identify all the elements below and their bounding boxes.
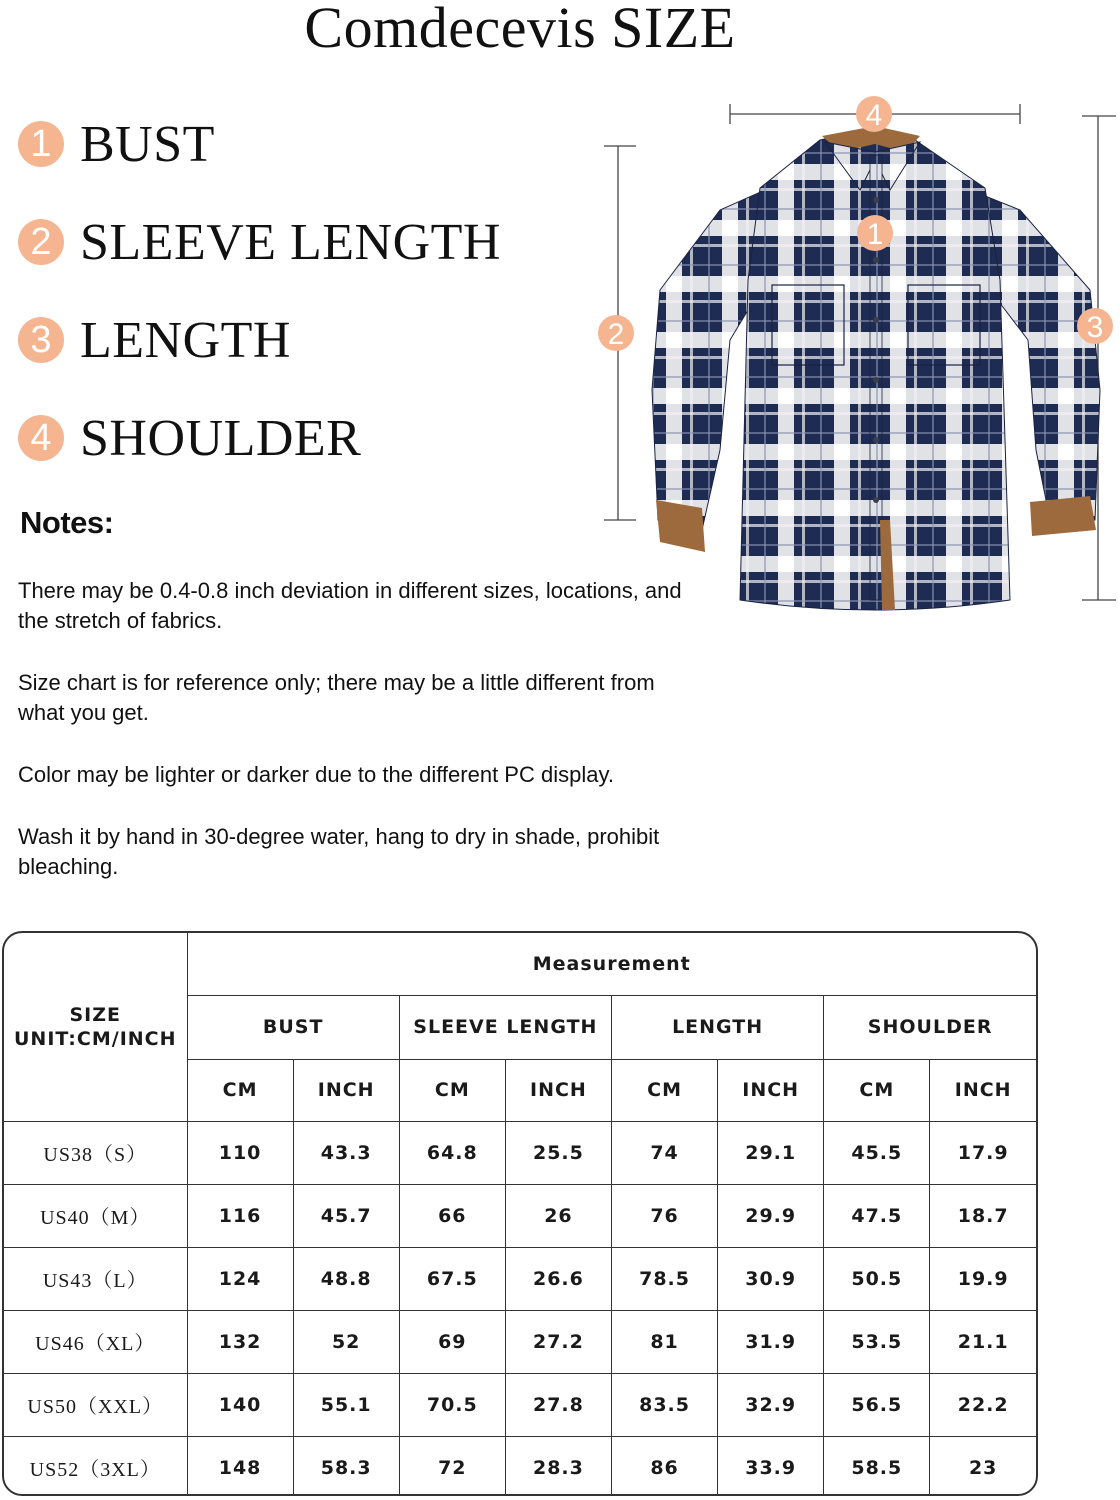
svg-text:1: 1: [866, 218, 884, 251]
value-cell: 23: [930, 1436, 1036, 1496]
legend-number-badge: 4: [18, 415, 64, 461]
unit-header-label: UNIT:CM/INCH: [13, 1027, 177, 1050]
unit-header-cm: CM: [399, 1059, 505, 1121]
value-cell: 72: [399, 1436, 505, 1496]
measurement-legend: [18, 115, 501, 467]
size-cell: US43（L）: [4, 1247, 187, 1310]
value-cell: 52: [293, 1310, 399, 1373]
left-pocket: [772, 285, 844, 365]
marker-bust: [857, 215, 893, 251]
notes-heading: Notes:: [20, 505, 114, 540]
note-item: Size chart is for reference only; there may be a little different from what you get.: [18, 670, 655, 725]
column-header-sleeve-length: SLEEVE LENGTH: [399, 995, 611, 1059]
value-cell: 140: [187, 1373, 293, 1436]
value-cell: 29.1: [718, 1121, 824, 1184]
value-cell: 32.9: [718, 1373, 824, 1436]
svg-text:4: 4: [865, 99, 883, 132]
notes-list: [18, 576, 698, 914]
table-row: [4, 1184, 1036, 1247]
column-header-shoulder: SHOULDER: [824, 995, 1036, 1059]
unit-header-inch: INCH: [930, 1059, 1036, 1121]
value-cell: 53.5: [824, 1310, 930, 1373]
value-cell: 33.9: [718, 1436, 824, 1496]
value-cell: 18.7: [930, 1184, 1036, 1247]
measurement-header: Measurement: [187, 933, 1036, 995]
value-cell: 47.5: [824, 1184, 930, 1247]
value-cell: 21.1: [930, 1310, 1036, 1373]
column-header-bust: BUST: [187, 995, 399, 1059]
value-cell: 25.5: [505, 1121, 611, 1184]
unit-header-inch: INCH: [505, 1059, 611, 1121]
value-cell: 78.5: [612, 1247, 718, 1310]
value-cell: 19.9: [930, 1247, 1036, 1310]
svg-text:2: 2: [607, 318, 625, 351]
legend-item-length: [18, 311, 501, 369]
value-cell: 26.6: [505, 1247, 611, 1310]
value-cell: 31.9: [718, 1310, 824, 1373]
table-row: [4, 1121, 1036, 1184]
right-cuff: [1030, 496, 1096, 536]
value-cell: 58.5: [824, 1436, 930, 1496]
legend-label: SLEEVE LENGTH: [80, 213, 501, 271]
unit-header-inch: INCH: [293, 1059, 399, 1121]
unit-header-cm: CM: [187, 1059, 293, 1121]
table-row: [4, 1436, 1036, 1496]
value-cell: 58.3: [293, 1436, 399, 1496]
size-chart-table: [2, 931, 1038, 1496]
value-cell: 50.5: [824, 1247, 930, 1310]
value-cell: 17.9: [930, 1121, 1036, 1184]
size-cell: US40（M）: [4, 1184, 187, 1247]
unit-header-cm: CM: [824, 1059, 930, 1121]
note-item: There may be 0.4-0.8 inch deviation in different sizes, locations, and the stretch of fabrics.: [18, 578, 682, 633]
table-row: [4, 1247, 1036, 1310]
legend-number-badge: 2: [18, 219, 64, 265]
page-title: Comdecevis SIZE: [304, 0, 736, 60]
value-cell: 43.3: [293, 1121, 399, 1184]
marker-length: [1077, 308, 1113, 344]
value-cell: 27.8: [505, 1373, 611, 1436]
size-cell: US50（XXL）: [4, 1373, 187, 1436]
value-cell: 83.5: [612, 1373, 718, 1436]
value-cell: 30.9: [718, 1247, 824, 1310]
legend-label: LENGTH: [80, 311, 291, 369]
legend-label: SHOULDER: [80, 409, 362, 467]
value-cell: 132: [187, 1310, 293, 1373]
value-cell: 110: [187, 1121, 293, 1184]
value-cell: 70.5: [399, 1373, 505, 1436]
value-cell: 26: [505, 1184, 611, 1247]
size-rows: [4, 1121, 1036, 1496]
value-cell: 48.8: [293, 1247, 399, 1310]
value-cell: 116: [187, 1184, 293, 1247]
right-pocket: [908, 285, 980, 365]
table-row: [4, 1373, 1036, 1436]
legend-number-badge: 3: [18, 317, 64, 363]
size-cell: US38（S）: [4, 1121, 187, 1184]
value-cell: 55.1: [293, 1373, 399, 1436]
legend-number-badge: 1: [18, 121, 64, 167]
legend-label: BUST: [80, 115, 215, 173]
size-cell: US52（3XL）: [4, 1436, 187, 1496]
value-cell: 45.5: [824, 1121, 930, 1184]
value-cell: 29.9: [718, 1184, 824, 1247]
value-cell: 124: [187, 1247, 293, 1310]
value-cell: 27.2: [505, 1310, 611, 1373]
value-cell: 86: [612, 1436, 718, 1496]
shirt-illustration: [590, 90, 1120, 620]
unit-header-cm: CM: [612, 1059, 718, 1121]
table-row: [4, 1310, 1036, 1373]
shirt-diagram: [590, 90, 1120, 620]
value-cell: 28.3: [505, 1436, 611, 1496]
marker-sleeve-length: [598, 315, 634, 351]
legend-item-sleeve-length: [18, 213, 501, 271]
value-cell: 148: [187, 1436, 293, 1496]
left-cuff: [656, 500, 705, 552]
note-item: Wash it by hand in 30-degree water, hang to dry in shade, prohibit bleaching.: [18, 824, 660, 879]
value-cell: 56.5: [824, 1373, 930, 1436]
legend-item-bust: [18, 115, 501, 173]
size-unit-header: [4, 933, 187, 1121]
value-cell: 66: [399, 1184, 505, 1247]
value-cell: 69: [399, 1310, 505, 1373]
value-cell: 76: [612, 1184, 718, 1247]
value-cell: 81: [612, 1310, 718, 1373]
size-cell: US46（XL）: [4, 1310, 187, 1373]
value-cell: 74: [612, 1121, 718, 1184]
svg-text:3: 3: [1086, 311, 1104, 344]
size-header-label: SIZE: [69, 1003, 121, 1026]
value-cell: 67.5: [399, 1247, 505, 1310]
note-item: Color may be lighter or darker due to the different PC display.: [18, 762, 614, 787]
marker-shoulder: [856, 96, 892, 132]
legend-item-shoulder: [18, 409, 501, 467]
unit-header-inch: INCH: [718, 1059, 824, 1121]
value-cell: 64.8: [399, 1121, 505, 1184]
column-header-length: LENGTH: [612, 995, 824, 1059]
value-cell: 22.2: [930, 1373, 1036, 1436]
value-cell: 45.7: [293, 1184, 399, 1247]
